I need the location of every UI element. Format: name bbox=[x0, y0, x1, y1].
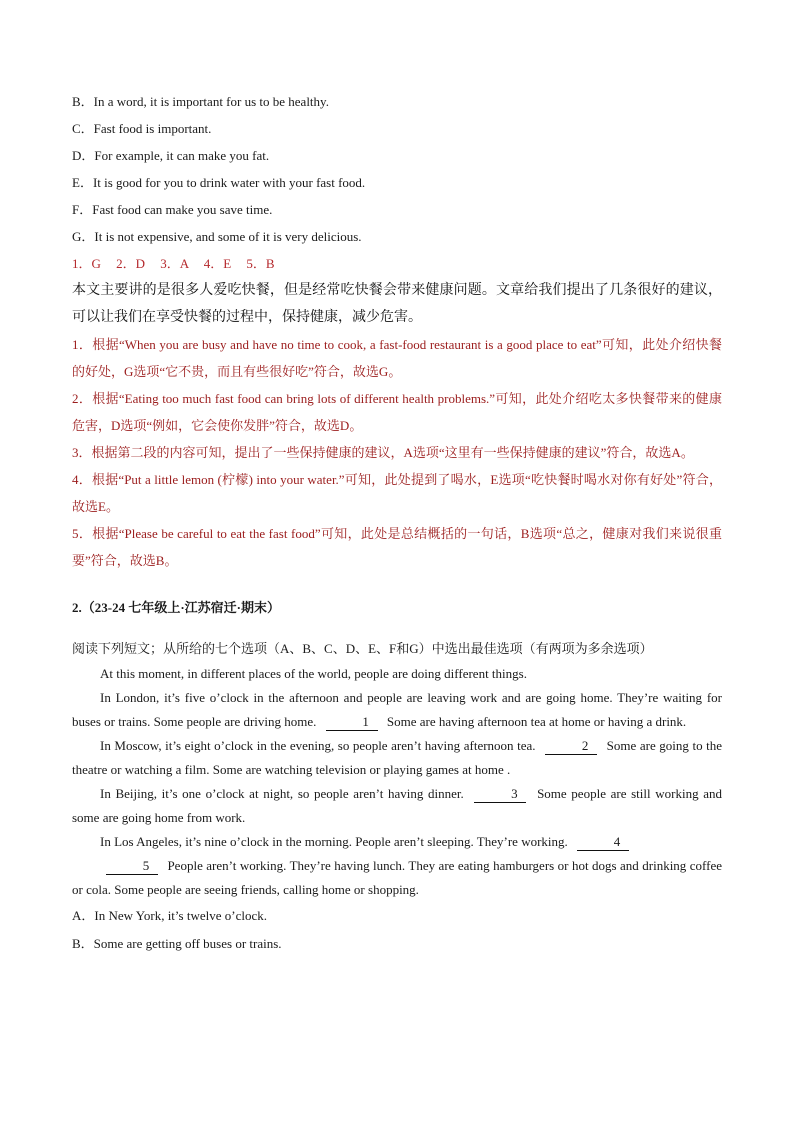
document-page bbox=[72, 88, 722, 958]
explanation-5: 5．根据“Please be careful to eat the fast food”可知，此处是总结概括的一句话，B选项“总之，健康对我们来说很重要”符合，故选B。 bbox=[72, 526, 722, 568]
option-g: G．It is not expensive, and some of it is very delicious. bbox=[72, 229, 362, 244]
passage-paragraph-6 bbox=[72, 854, 722, 902]
blank-3[interactable]: 3 bbox=[474, 786, 526, 803]
passage-paragraph-3 bbox=[72, 734, 722, 782]
previous-question-options bbox=[72, 88, 722, 250]
passage-paragraph-2 bbox=[72, 686, 722, 734]
analysis-paragraph: 本文主要讲的是很多人爱吃快餐，但是经常吃快餐会带来健康问题。文章给我们提出了几条很好的建议，可以让我们在享受快餐的过程中，保持健康，减少危害。 bbox=[72, 283, 722, 325]
option-f: F．Fast food can make you save time. bbox=[72, 202, 273, 217]
option-b: B．In a word, it is important for us to be healthy. bbox=[72, 94, 329, 109]
answer-key: 1．G 2．D 3．A 4．E 5．B bbox=[72, 256, 275, 271]
q2-option-b: B．Some are getting off buses or trains. bbox=[72, 936, 282, 951]
passage-paragraph-4 bbox=[72, 782, 722, 830]
blank-1[interactable]: 1 bbox=[326, 714, 378, 731]
question-2-instruction: 阅读下列短文；从所给的七个选项（A、B、C、D、E、F和G）中选出最佳选项（有两项为多余选项） bbox=[72, 641, 653, 656]
paragraph-3-text-a: In Moscow, it’s eight o’clock in the evening, so people aren’t having afternoon tea. bbox=[100, 738, 536, 753]
option-c: C．Fast food is important. bbox=[72, 121, 212, 136]
blank-4[interactable]: 4 bbox=[577, 834, 629, 851]
paragraph-4-text-b: Some people are still working and some are going home from work. bbox=[72, 786, 722, 825]
paragraph-2-text-a: In London, it’s five o’clock in the afternoon and people are leaving work and are going home. They’re waiting for buses or trains. Some people are driving home. bbox=[72, 690, 722, 729]
explanation-2: 2．根据“Eating too much fast food can bring lots of different health problems.”可知，此处介绍吃太多快餐带来的健康危害，D选项“例如，它会使你发胖”符合，故选D。 bbox=[72, 391, 722, 433]
explanation-1: 1．根据“When you are busy and have no time to cook, a fast-food restaurant is a good place to eat”可知，此处介绍快餐的好处，G选项“它不贵，而且有些很好吃”符合，故选G。 bbox=[72, 337, 722, 379]
passage-paragraph-1: At this moment, in different places of the world, people are doing different things. bbox=[100, 666, 527, 681]
blank-2[interactable]: 2 bbox=[545, 738, 597, 755]
q2-option-a: A．In New York, it’s twelve o’clock. bbox=[72, 908, 267, 923]
paragraph-5-text-a: In Los Angeles, it’s nine o’clock in the morning. People aren’t sleeping. They’re working. bbox=[100, 834, 568, 849]
option-e: E．It is good for you to drink water with your fast food. bbox=[72, 175, 366, 190]
question-2-options bbox=[72, 902, 722, 958]
passage-paragraph-5 bbox=[72, 830, 722, 854]
paragraph-3-text-b: Some are going to the theatre or watching a film. Some are watching television or playing games at home . bbox=[72, 738, 723, 777]
paragraph-6-text: People aren’t working. They’re having lunch. They are eating hamburgers or hot dogs and drinking coffee or cola. Some people are seeing friends, calling home or shopping. bbox=[72, 858, 722, 897]
paragraph-2-text-b: Some are having afternoon tea at home or having a drink. bbox=[386, 714, 687, 729]
explanation-4: 4．根据“Put a little lemon (柠檬) into your water.”可知，此处提到了喝水，E选项“吃快餐时喝水对你有好处”符合，故选E。 bbox=[72, 472, 722, 514]
explanation-list bbox=[72, 331, 722, 574]
explanation-3: 3．根据第二段的内容可知，提出了一些保持健康的建议，A选项“这里有一些保持健康的建议”符合，故选A。 bbox=[72, 445, 694, 460]
question-2-header: 2.（23-24 七年级上·江苏宿迁·期末） bbox=[72, 600, 281, 615]
option-d: D．For example, it can make you fat. bbox=[72, 148, 270, 163]
blank-5[interactable]: 5 bbox=[106, 858, 158, 875]
paragraph-4-text-a: In Beijing, it’s one o’clock at night, so people aren’t having dinner. bbox=[100, 786, 464, 801]
